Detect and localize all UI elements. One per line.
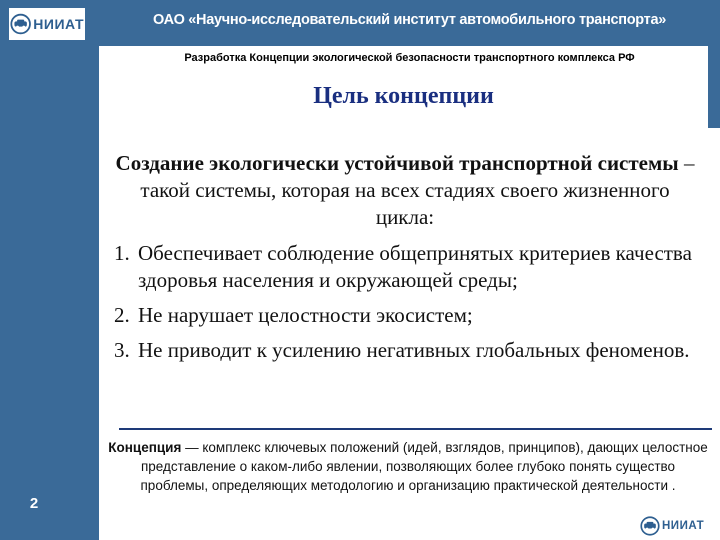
list-item-number: 2. [114,303,130,327]
list-item-text: Не нарушает целостности экосистем; [138,303,473,327]
intro-bold-text: Создание экологически устойчивой транспортной системы [115,151,679,175]
intro-paragraph [114,150,696,231]
intro-rest-text: – такой системы, которая на всех стадиях своего жизненного цикла: [140,151,695,229]
slide-title: Цель концепции [313,83,494,109]
car-icon [640,516,660,536]
left-sidebar [0,0,99,540]
right-accent-bar [708,46,720,128]
list-item-text: Не приводит к усилению негативных глобальных феноменов. [138,338,690,362]
list-item [114,337,696,364]
definition-paragraph [106,438,710,495]
page-number: 2 [29,495,39,512]
footer-logo-text: НИИАТ [662,520,705,532]
organization-title: ОАО «Научно-исследовательский институт автомобильного транспорта» [152,12,666,28]
definition-term: Концепция [108,440,182,455]
goal-list [114,240,696,372]
section-divider [119,428,712,430]
footer-logo [640,515,712,537]
definition-text: — комплекс ключевых положений (идей, взглядов, принципов), дающих целостное представление о каком-либо явлении, позволяющих более глубоко понять существо проблемы, определяющих методологию и организацию практической деятельности . [140,440,708,493]
list-item-number: 3. [114,338,130,362]
niiat-logo [9,8,85,40]
logo-text: НИИАТ [33,16,84,32]
list-item [114,240,696,294]
list-item-number: 1. [114,241,130,265]
list-item-text: Обеспечивает соблюдение общепринятых критериев качества здоровья населения и окружающей среды; [138,241,692,292]
list-item [114,302,696,329]
presentation-subtitle: Разработка Концепции экологической безопасности транспортного комплекса РФ [184,52,635,64]
car-icon [10,12,31,36]
